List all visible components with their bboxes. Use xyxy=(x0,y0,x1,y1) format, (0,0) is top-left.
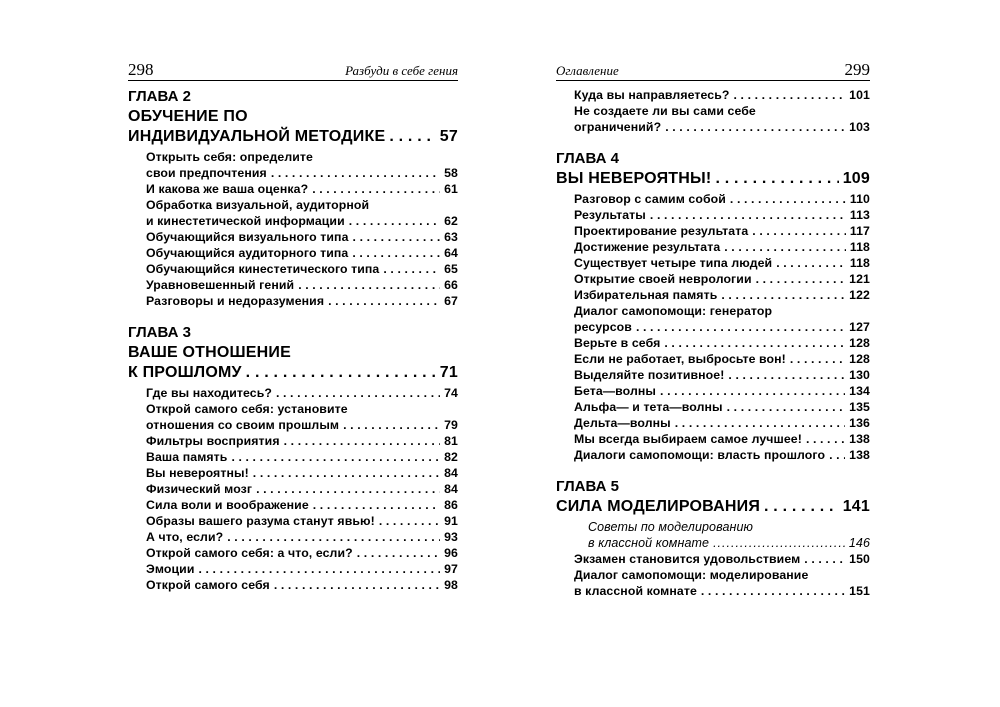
entry-last-line xyxy=(574,191,870,207)
toc-entry xyxy=(128,197,458,229)
entry-page-number: 91 xyxy=(444,514,458,528)
toc-entry xyxy=(128,561,458,577)
toc-entry xyxy=(128,513,458,529)
toc-entry xyxy=(556,223,870,239)
entry-page-number: 135 xyxy=(849,400,870,414)
entry-page-number: 79 xyxy=(444,418,458,432)
entry-title-line: Альфа— и тета—волны xyxy=(574,400,723,414)
dot-leader xyxy=(727,399,846,415)
entry-page-number: 117 xyxy=(849,224,870,238)
entry-title-line: свои предпочтения xyxy=(146,166,267,180)
entry-page-number: 151 xyxy=(849,584,870,598)
entry-title-line: в классной комнате xyxy=(574,584,697,598)
chapter-page-number: 141 xyxy=(842,498,870,515)
entry-title-line: Уравновешенный гений xyxy=(146,278,295,292)
entry-page-number: 118 xyxy=(849,256,870,270)
entry-title-line: Советы по моделированию xyxy=(588,520,754,534)
entry-title-line: Обучающийся кинестетического типа xyxy=(146,262,380,276)
chapter-label: ГЛАВА 5 xyxy=(556,478,619,495)
dot-leader xyxy=(728,367,845,383)
entry-page-number: 74 xyxy=(444,386,458,400)
running-head xyxy=(128,57,458,81)
toc-entry xyxy=(556,447,870,463)
entry-last-line xyxy=(574,335,870,351)
entry-title-line: Открыть себя: определите xyxy=(146,150,313,164)
dot-leader xyxy=(730,191,846,207)
entry-last-line xyxy=(146,545,458,561)
entry-page-number: 122 xyxy=(849,288,870,302)
chapter-title-line: ВАШЕ ОТНОШЕНИЕ xyxy=(128,344,292,361)
dot-leader xyxy=(790,351,845,367)
entry-title-line: Разговоры и недоразумения xyxy=(146,294,325,308)
chapter-label: ГЛАВА 2 xyxy=(128,88,191,105)
entry-last-line xyxy=(146,561,458,577)
entry-title-line: Экзамен становится удовольствием xyxy=(574,552,801,566)
entry-title-line: Дельта—волны xyxy=(574,416,671,430)
chapter-title-line: ОБУЧЕНИЕ ПО xyxy=(128,108,248,125)
chapter-spacer xyxy=(556,135,870,143)
dot-leader xyxy=(756,271,846,287)
toc-entry xyxy=(556,207,870,223)
entry-last-line xyxy=(574,351,870,367)
left-page xyxy=(128,0,458,593)
dot-leader xyxy=(246,363,436,383)
entry-page-number: 128 xyxy=(849,352,870,366)
dot-leader xyxy=(721,287,845,303)
entry-last-line xyxy=(146,449,458,465)
entry-page-number: 93 xyxy=(444,530,458,544)
toc-entry xyxy=(556,87,870,103)
chapter-title-line: К ПРОШЛОМУ xyxy=(128,364,242,381)
entry-title-line: Мы всегда выбираем самое лучшее! xyxy=(574,432,802,446)
right-page xyxy=(556,0,870,599)
entry-page-number: 63 xyxy=(444,230,458,244)
entry-last-line xyxy=(574,239,870,255)
entry-title-line: Если не работает, выбросьте вон! xyxy=(574,352,786,366)
entry-last-line xyxy=(574,207,870,223)
entry-title-line: Обработка визуальной, аудиторной xyxy=(146,198,370,212)
entry-page-number: 66 xyxy=(444,278,458,292)
toc-entry xyxy=(556,383,870,399)
dot-leader xyxy=(256,481,440,497)
entry-last-line xyxy=(574,271,870,287)
entry-page-number: 81 xyxy=(444,434,458,448)
chapter-title-line: ВЫ НЕВЕРОЯТНЫ! xyxy=(556,170,712,187)
dot-leader xyxy=(313,497,440,513)
entry-last-line xyxy=(146,497,458,513)
entry-title-line: Верьте в себя xyxy=(574,336,661,350)
entry-title-line: А что, если? xyxy=(146,530,224,544)
toc-entry xyxy=(556,303,870,335)
toc-entry xyxy=(128,401,458,433)
chapter-label: ГЛАВА 4 xyxy=(556,150,619,167)
entry-title-line: Образы вашего разума станут явью! xyxy=(146,514,375,528)
toc-entry xyxy=(556,399,870,415)
dot-leader xyxy=(650,207,846,223)
chapter-page-number: 71 xyxy=(439,364,458,381)
toc-entry xyxy=(128,277,458,293)
toc-entry xyxy=(556,271,870,287)
entry-page-number: 82 xyxy=(444,450,458,464)
entry-last-line xyxy=(574,583,870,599)
toc-entry xyxy=(128,149,458,181)
entry-last-line xyxy=(146,385,458,401)
entry-title-line: Диалог самопомощи: моделирование xyxy=(574,568,809,582)
entry-page-number: 61 xyxy=(444,182,458,196)
dot-leader xyxy=(349,213,440,229)
entry-title-line: Бета—волны xyxy=(574,384,657,398)
entry-page-number: 84 xyxy=(444,482,458,496)
entry-title-line: Сила воли и воображение xyxy=(146,498,309,512)
chapter-title-row xyxy=(556,169,870,189)
entry-last-line xyxy=(146,529,458,545)
entry-title-line: Выделяйте позитивное! xyxy=(574,368,725,382)
entry-title-line: Вы невероятны! xyxy=(146,466,249,480)
chapter-title-row xyxy=(128,127,458,147)
toc-entry xyxy=(128,529,458,545)
toc-entry xyxy=(556,415,870,431)
entry-title-line: Где вы находитесь? xyxy=(146,386,272,400)
toc-entry xyxy=(556,367,870,383)
dot-leader xyxy=(664,335,845,351)
toc-entry xyxy=(556,431,870,447)
running-head xyxy=(556,57,870,81)
chapter-title-line: ИНДИВИДУАЛЬНОЙ МЕТОДИКЕ xyxy=(128,128,386,145)
entry-page-number: 128 xyxy=(849,336,870,350)
entry-page-number: 138 xyxy=(849,448,870,462)
toc-entry xyxy=(556,255,870,271)
entry-page-number: 86 xyxy=(444,498,458,512)
dot-leader xyxy=(636,319,845,335)
toc-entry xyxy=(128,229,458,245)
entry-title-line: Ваша память xyxy=(146,450,228,464)
dot-leader xyxy=(383,261,440,277)
entry-last-line xyxy=(574,551,870,567)
toc-entry xyxy=(556,519,870,551)
entry-page-number: 67 xyxy=(444,294,458,308)
entry-title-line: Обучающийся аудиторного типа xyxy=(146,246,349,260)
dot-leader xyxy=(701,583,845,599)
entry-last-line xyxy=(146,417,458,433)
toc-entry xyxy=(128,497,458,513)
dot-leader xyxy=(752,223,846,239)
entry-last-line xyxy=(574,367,870,383)
dot-leader xyxy=(343,417,440,433)
dot-leader xyxy=(312,181,440,197)
entry-page-number: 136 xyxy=(849,416,870,430)
entry-last-line xyxy=(574,223,870,239)
entry-title-line: в классной комнате xyxy=(588,536,710,550)
entry-page-number: 150 xyxy=(849,552,870,566)
toc-entry xyxy=(128,449,458,465)
entry-title-line: Открой самого себя xyxy=(146,578,270,592)
dot-leader xyxy=(253,465,440,481)
chapter-spacer xyxy=(128,309,458,317)
entry-title-line: Избирательная память xyxy=(574,288,718,302)
entry-last-line xyxy=(146,577,458,593)
dot-leader xyxy=(298,277,440,293)
dot-leader xyxy=(389,127,435,147)
toc-entry xyxy=(128,261,458,277)
entry-page-number: 64 xyxy=(444,246,458,260)
entry-title-line: ресурсов xyxy=(574,320,632,334)
entry-last-line xyxy=(574,119,870,135)
dot-leader xyxy=(231,449,440,465)
chapter-page-number: 57 xyxy=(439,128,458,145)
dot-leader xyxy=(379,513,440,529)
entry-last-line xyxy=(574,319,870,335)
toc-entry xyxy=(556,239,870,255)
dot-leader xyxy=(665,119,845,135)
toc-entry xyxy=(556,551,870,567)
toc-entry xyxy=(556,191,870,207)
entry-title-line: Фильтры восприятия xyxy=(146,434,280,448)
chapter-title-row xyxy=(128,363,458,383)
entry-title-line: Разговор с самим собой xyxy=(574,192,726,206)
chapter-title-row xyxy=(556,497,870,517)
entry-page-number: 101 xyxy=(849,88,870,102)
entry-title-line: Открытие своей неврологии xyxy=(574,272,752,286)
entry-title-line: Куда вы направляетесь? xyxy=(574,88,730,102)
entry-page-number: 118 xyxy=(849,240,870,254)
entry-last-line xyxy=(146,277,458,293)
entry-last-line xyxy=(146,433,458,449)
dot-leader xyxy=(353,229,441,245)
dot-leader xyxy=(276,385,440,401)
entry-title-line: Достижение результата xyxy=(574,240,721,254)
toc-entry xyxy=(556,287,870,303)
dot-leader xyxy=(274,577,440,593)
dot-leader xyxy=(328,293,440,309)
entry-title-line: Эмоции xyxy=(146,562,195,576)
page-number: 299 xyxy=(844,60,870,79)
entry-last-line xyxy=(146,181,458,197)
toc-entry xyxy=(128,293,458,309)
entry-last-line xyxy=(146,465,458,481)
running-title: Оглавление xyxy=(556,63,619,78)
entry-page-number: 127 xyxy=(849,320,870,334)
entry-title-line: Открой самого себя: установите xyxy=(146,402,348,416)
entry-title-line: Обучающийся визуального типа xyxy=(146,230,349,244)
entry-page-number: 103 xyxy=(849,120,870,134)
entry-page-number: 58 xyxy=(444,166,458,180)
dot-leader xyxy=(764,497,839,517)
chapter-title-line: СИЛА МОДЕЛИРОВАНИЯ xyxy=(556,498,761,515)
entry-title-line: ограничений? xyxy=(574,120,662,134)
dot-leader xyxy=(715,169,838,189)
entry-last-line xyxy=(146,213,458,229)
entry-last-line xyxy=(574,287,870,303)
toc-entry xyxy=(556,351,870,367)
toc-entry xyxy=(556,103,870,135)
entry-page-number: 65 xyxy=(444,262,458,276)
toc-entry xyxy=(556,335,870,351)
entry-last-line xyxy=(574,87,870,103)
entry-title-line: Открой самого себя: а что, если? xyxy=(146,546,353,560)
entry-last-line xyxy=(574,447,870,463)
entry-title-line: и кинестетической информации xyxy=(146,214,345,228)
dot-leader xyxy=(804,551,845,567)
entry-page-number: 134 xyxy=(849,384,870,398)
dot-leader xyxy=(227,529,440,545)
entry-page-number: 110 xyxy=(849,192,870,206)
dot-leader xyxy=(284,433,440,449)
dot-leader xyxy=(829,447,845,463)
chapter-label: ГЛАВА 3 xyxy=(128,324,191,341)
dot-leader xyxy=(675,415,845,431)
entry-last-line xyxy=(588,535,870,551)
entry-page-number: 62 xyxy=(444,214,458,228)
entry-page-number: 97 xyxy=(444,562,458,576)
table-of-contents xyxy=(556,87,870,599)
entry-title-line: И какова же ваша оценка? xyxy=(146,182,309,196)
toc-entry xyxy=(128,545,458,561)
entry-page-number: 98 xyxy=(444,578,458,592)
entry-page-number: 84 xyxy=(444,466,458,480)
chapter-page-number: 109 xyxy=(842,170,870,187)
table-of-contents xyxy=(128,87,458,593)
entry-title-line: Диалоги самопомощи: власть прошлого xyxy=(574,448,826,462)
dot-leader xyxy=(724,239,846,255)
entry-title-line: Диалог самопомощи: генератор xyxy=(574,304,773,318)
entry-page-number: 121 xyxy=(849,272,870,286)
entry-last-line xyxy=(146,229,458,245)
toc-entry xyxy=(128,433,458,449)
dot-leader xyxy=(357,545,440,561)
toc-entry xyxy=(128,385,458,401)
dot-leader xyxy=(806,431,845,447)
entry-last-line xyxy=(146,481,458,497)
entry-title-line: отношения со своим прошлым xyxy=(146,418,340,432)
entry-last-line xyxy=(146,245,458,261)
entry-title-line: Физический мозг xyxy=(146,482,253,496)
entry-title-line: Существует четыре типа людей xyxy=(574,256,773,270)
dot-leader xyxy=(776,255,846,271)
running-title: Разбуди в себе гения xyxy=(345,63,458,78)
dot-leader xyxy=(713,535,845,551)
entry-last-line xyxy=(146,513,458,529)
entry-last-line xyxy=(574,255,870,271)
dot-leader xyxy=(660,383,845,399)
entry-last-line xyxy=(574,399,870,415)
entry-page-number: 96 xyxy=(444,546,458,560)
entry-title-line: Не создаете ли вы сами себе xyxy=(574,104,756,118)
entry-page-number: 138 xyxy=(849,432,870,446)
page-number: 298 xyxy=(128,60,154,79)
entry-last-line xyxy=(146,293,458,309)
entry-last-line xyxy=(146,261,458,277)
entry-last-line xyxy=(574,383,870,399)
toc-entry xyxy=(128,577,458,593)
entry-page-number: 146 xyxy=(848,536,870,550)
dot-leader xyxy=(198,561,440,577)
entry-page-number: 130 xyxy=(849,368,870,382)
entry-page-number: 113 xyxy=(849,208,870,222)
toc-entry xyxy=(128,245,458,261)
entry-last-line xyxy=(146,165,458,181)
toc-entry xyxy=(128,181,458,197)
toc-entry xyxy=(128,465,458,481)
entry-last-line xyxy=(574,431,870,447)
dot-leader xyxy=(352,245,440,261)
entry-title-line: Проектирование результата xyxy=(574,224,749,238)
entry-title-line: Результаты xyxy=(574,208,646,222)
chapter-spacer xyxy=(556,463,870,471)
dot-leader xyxy=(271,165,440,181)
toc-entry xyxy=(128,481,458,497)
toc-entry xyxy=(556,567,870,599)
entry-last-line xyxy=(574,415,870,431)
dot-leader xyxy=(734,87,846,103)
